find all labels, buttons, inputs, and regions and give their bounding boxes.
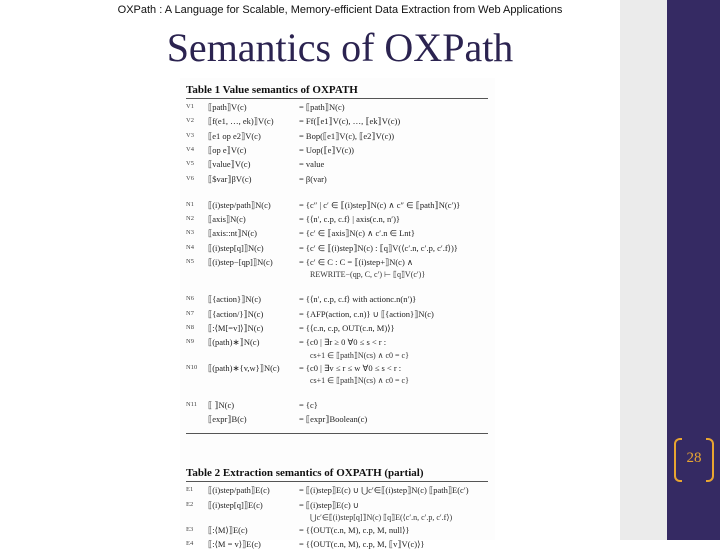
formula-row xyxy=(186,399,488,413)
formula-rhs: = ⟦expr⟧Boolean(c) xyxy=(299,414,368,425)
rule-id: E3 xyxy=(186,526,194,533)
rule-id: N7 xyxy=(186,309,194,317)
rule-id: V1 xyxy=(186,103,194,110)
formula-rhs: = value xyxy=(299,159,325,170)
formula-rhs: = {⟨OUT(c.n, M), c.p, M, null⟩} xyxy=(299,525,410,535)
formula-lhs: ⟦:⟨M = v⟩⟧E(c) xyxy=(208,539,261,550)
formula-rhs: REWRITE−(qp, C, c′) ⊢ ⟦q⟧V(c′)} xyxy=(310,270,426,280)
formula-row xyxy=(186,227,488,241)
formula-row xyxy=(186,199,488,213)
formula-lhs: ⟦{action/}⟧N(c) xyxy=(208,308,264,319)
formula-rhs: = {c′ ∈ ⟦(i)step⟧N(c) : ⟦q⟧V(⟨c′.n, c′.p, c′.f⟩)} xyxy=(299,242,458,253)
formula-rhs: cs+1 ∈ ⟦path⟧N(cs) ∧ c0 = c} xyxy=(310,375,409,385)
formula-lhs: ⟦axis⟧N(c) xyxy=(208,214,246,225)
table1-title: Table 1 Value semantics of OXPATH xyxy=(186,84,358,96)
formula-rhs: = {⟨c.n, c.p, OUT(c.n, M)⟩} xyxy=(299,322,395,333)
rule-id: V6 xyxy=(186,174,194,182)
formula-row xyxy=(186,499,488,513)
rule-id: V3 xyxy=(186,131,194,139)
formula-rhs: = ⟦path⟧N(c) xyxy=(299,102,345,112)
formula-lhs: ⟦(i)step−[qp]⟧N(c) xyxy=(208,257,273,267)
formula-lhs: ⟦f(e1, …, ek)⟧V(c) xyxy=(208,116,274,127)
formula-rhs: cs+1 ∈ ⟦path⟧N(cs) ∧ c0 = c} xyxy=(310,350,409,360)
formula-continuation xyxy=(186,270,488,282)
rule-id: V4 xyxy=(186,145,194,153)
formula-lhs: ⟦op e⟧V(c) xyxy=(208,144,247,155)
formula-lhs: ⟦axis::nt⟧N(c) xyxy=(208,228,258,239)
rule-id: E2 xyxy=(186,500,194,508)
formula-lhs: ⟦(i)step[q]⟧N(c) xyxy=(208,242,264,253)
formula-rhs: = {⟨n′, c.p, c.f⟩ | axis(c.n, n′)} xyxy=(299,214,401,225)
rule-id: V5 xyxy=(186,160,194,168)
rule-id: N11 xyxy=(186,400,197,408)
rule-id: N8 xyxy=(186,323,194,331)
formula-rhs: = {c′ ∈ C : C = ⟦(i)step+⟧N(c) ∧ xyxy=(299,257,414,267)
formula-row xyxy=(186,293,488,307)
formula-lhs: ⟦(i)step[q]⟧E(c) xyxy=(208,499,263,510)
formula-continuation xyxy=(186,376,488,388)
formula-row xyxy=(186,144,488,158)
formula-row xyxy=(186,362,488,376)
table-image xyxy=(180,78,495,550)
formula-rhs: = ⟦(i)step⟧E(c) ∪ xyxy=(299,499,360,510)
formula-row xyxy=(186,256,488,270)
formula-row xyxy=(186,413,488,427)
formula-row xyxy=(186,336,488,350)
rule-id: N6 xyxy=(186,295,194,303)
header-text: OXPath : A Language for Scalable, Memory-efficient Data Extraction from Web Applications xyxy=(117,4,563,16)
formula-lhs: ⟦value⟧V(c) xyxy=(208,159,251,170)
rule-id: N2 xyxy=(186,215,194,223)
formula-lhs: ⟦path⟧V(c) xyxy=(208,102,247,112)
slide-number-box xyxy=(674,438,714,480)
formula-rhs: = {⟨n′, c.p, c.f⟩ with actionc.n(n′)} xyxy=(299,294,417,305)
formula-row xyxy=(186,101,488,115)
rule-id: E1 xyxy=(186,486,194,494)
table-rule xyxy=(186,433,488,434)
formula-row xyxy=(186,213,488,227)
formula-row xyxy=(186,484,488,498)
rule-id: E4 xyxy=(186,540,194,548)
table-rule xyxy=(186,98,488,99)
formula-row xyxy=(186,242,488,256)
formula-rhs: = Bop(⟦e1⟧V(c), ⟦e2⟧V(c)) xyxy=(299,130,395,141)
rule-id: N4 xyxy=(186,243,194,251)
formula-lhs: ⟦(path)∗{v,w}⟧N(c) xyxy=(208,362,280,373)
formula-row xyxy=(186,308,488,322)
formula-lhs: ⟦(i)step/path⟧N(c) xyxy=(208,199,271,210)
slide-title: Semantics of OXPath xyxy=(166,25,514,70)
formula-rhs: = ⟦(i)step⟧E(c) ∪ ⋃c′∈⟦(i)step⟧N(c) ⟦path⟧E(c′) xyxy=(299,485,469,496)
rule-id: N1 xyxy=(186,200,194,208)
rule-id: V2 xyxy=(186,117,194,125)
rule-id: N3 xyxy=(186,229,194,237)
formula-lhs: ⟦(i)step/path⟧E(c) xyxy=(208,485,270,496)
table2-title: Table 2 Extraction semantics of OXPATH (partial) xyxy=(186,467,424,480)
formula-lhs: ⟦e1 op e2⟧V(c) xyxy=(208,130,261,141)
right-band xyxy=(620,0,667,540)
formula-row xyxy=(186,130,488,144)
formula-row xyxy=(186,115,488,129)
formula-row xyxy=(186,524,488,538)
slide-number: 28 xyxy=(686,450,702,466)
formula-rhs: = Uop(⟦e⟧V(c)) xyxy=(299,144,354,155)
formula-row xyxy=(186,538,488,552)
formula-rhs: = {c} xyxy=(299,399,318,410)
formula-lhs: ⟦:⟨M[=v]⟩⟧N(c) xyxy=(208,322,264,333)
formula-lhs: ⟦ ⟧N(c) xyxy=(208,399,235,410)
formula-rhs: = {AFP(action, c.n)} ∪ ⟦{action}⟧N(c) xyxy=(299,308,434,319)
formula-lhs: ⟦{action}⟧N(c) xyxy=(208,294,261,305)
formula-rhs: = Ff(⟦e1⟧V(c), …, ⟦ek⟧V(c)) xyxy=(299,116,401,127)
formula-rhs: = {⟨OUT(c.n, M), c.p, M, ⟦v⟧V(c)⟩} xyxy=(299,539,425,550)
formula-rhs: = {c0 | ∃r ≥ 0 ∀0 ≤ s < r : xyxy=(299,337,387,348)
table-rule xyxy=(186,481,488,482)
formula-rhs: ⋃c′∈⟦(i)step[q]⟧N(c) ⟦q⟧E(⟨c′.n, c′.p, c′.f⟩) xyxy=(310,513,453,522)
formula-lhs: ⟦expr⟧B(c) xyxy=(208,414,247,425)
formula-lhs: ⟦$var⟧βV(c) xyxy=(208,173,252,184)
formula-row xyxy=(186,322,488,336)
formula-lhs: ⟦(path)∗⟧N(c) xyxy=(208,337,260,348)
rule-id: N9 xyxy=(186,338,194,346)
formula-rhs: = {c″ | c′ ∈ ⟦(i)step⟧N(c) ∧ c″ ∈ ⟦path⟧N(c′)} xyxy=(299,199,461,210)
formula-row xyxy=(186,158,488,172)
formula-rhs: = {c′ ∈ ⟦axis⟧N(c) ∧ c′.n ∈ Lnt} xyxy=(299,228,415,239)
rule-id: N10 xyxy=(186,363,198,371)
formula-rhs: = {c0 | ∃v ≤ r ≤ w ∀0 ≤ s < r : xyxy=(299,362,402,373)
formula-row xyxy=(186,173,488,187)
formula-lhs: ⟦:⟨M⟩⟧E(c) xyxy=(208,525,248,535)
formula-rhs: = β(var) xyxy=(299,173,327,184)
rule-id: N5 xyxy=(186,258,194,265)
